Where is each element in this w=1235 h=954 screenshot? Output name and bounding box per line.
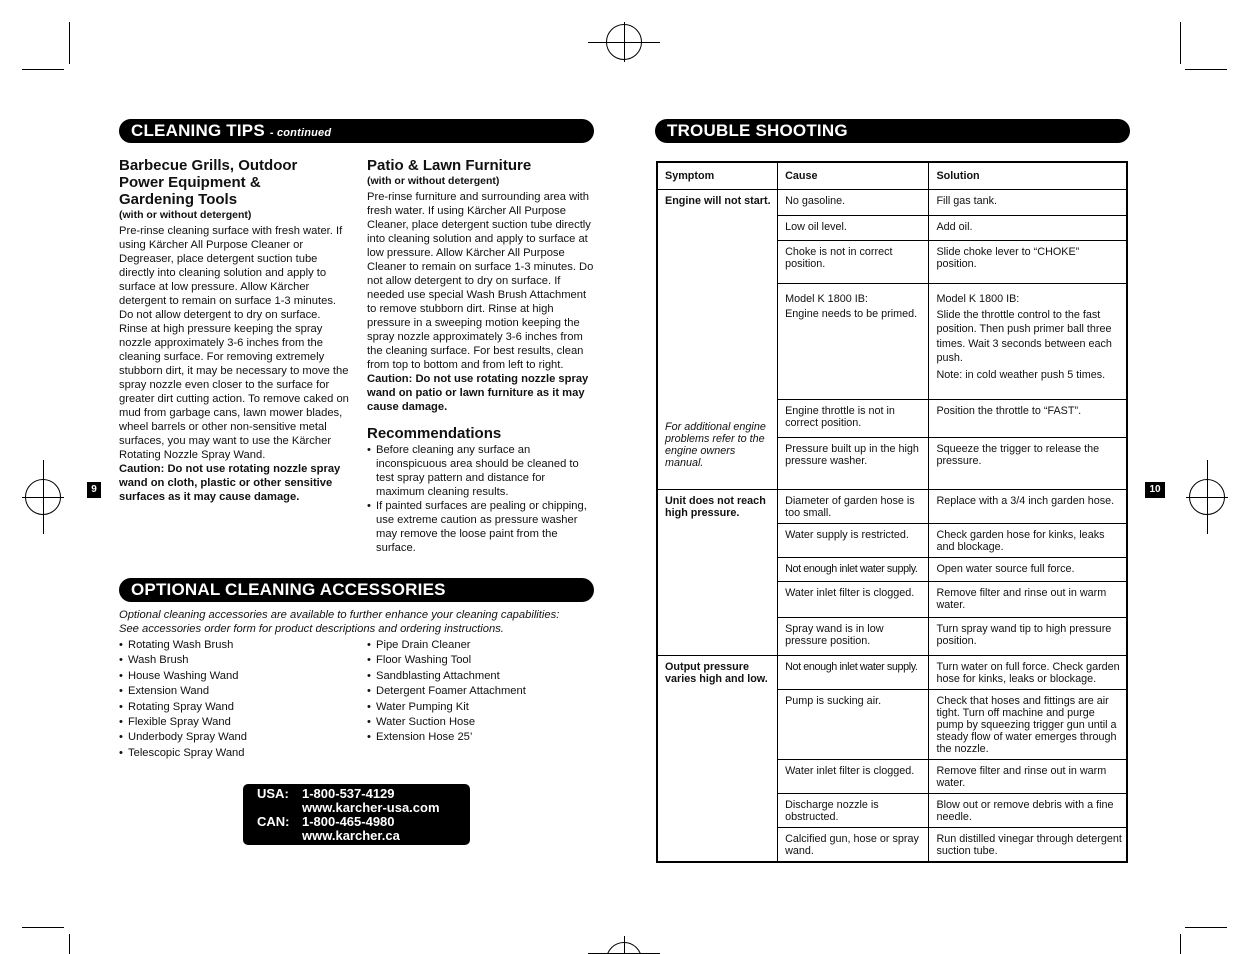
cause-cell: Spray wand is in low pressure position.	[778, 617, 929, 655]
cause-cell: Not enough inlet water supply.	[778, 655, 929, 689]
solution-cell: Add oil.	[929, 215, 1127, 240]
cause-cell: Diameter of garden hose is too small.	[778, 489, 929, 523]
patio-caution: Caution: Do not use rotating nozzle spray wand on patio or lawn furniture as it may cause damage.	[367, 373, 589, 413]
bbq-caution: Caution: Do not use rotating nozzle spray wand on cloth, plastic or other sensitive surfaces as it may cause damage.	[119, 463, 341, 503]
contact-can-phone: 1-800-465-4980	[302, 814, 395, 829]
banner-suffix: - continued	[269, 127, 332, 139]
recommendations-heading: Recommendations	[367, 425, 502, 442]
solution-cell	[929, 283, 1127, 399]
table-header-row	[657, 162, 1127, 189]
accessories-banner: OPTIONAL CLEANING ACCESSORIES	[119, 578, 594, 602]
bbq-heading: Barbecue Grills, Outdoor Power Equipment & Gardening Tools	[119, 157, 298, 208]
list-item: • Sandblasting Attachment	[367, 669, 597, 684]
cause-cell: Choke is not in correct position.	[778, 240, 929, 283]
cause-cell: No gasoline.	[778, 189, 929, 215]
table-row	[657, 655, 1127, 689]
cause-cell: Engine throttle is not in correct position.	[778, 399, 929, 437]
list-item: • Rotating Spray Wand	[119, 700, 359, 715]
solution-cell: Remove filter and rinse out in warm water.	[929, 581, 1127, 617]
solution-cell: Replace with a 3/4 inch garden hose.	[929, 489, 1127, 523]
header-solution: Solution	[929, 162, 1127, 189]
solution-text: Slide the throttle control to the fast position. Then push primer ball three times. Wait 3 seconds between each push.	[936, 308, 1112, 364]
cause-cell	[778, 283, 929, 399]
cause-cell: Water inlet filter is clogged.	[778, 581, 929, 617]
contact-can-label: CAN:	[257, 814, 290, 829]
list-item: • Pipe Drain Cleaner	[367, 638, 597, 653]
list-item: • If painted surfaces are pealing or chipping, use extreme caution as pressure washer may remove the loose paint from the surface.	[367, 499, 595, 555]
accessories-intro	[119, 608, 599, 636]
patio-heading: Patio & Lawn Furniture	[367, 157, 532, 174]
solution-cell: Fill gas tank.	[929, 189, 1127, 215]
crop-mark	[22, 927, 64, 928]
crop-mark	[1185, 69, 1227, 70]
symptom-cell: Engine will not start.	[657, 189, 778, 399]
list-item: • Detergent Foamer Attachment	[367, 684, 597, 699]
solution-cell: Remove filter and rinse out in warm water.	[929, 759, 1127, 793]
bbq-section	[119, 157, 349, 504]
cause-cell: Pressure built up in the high pressure washer.	[778, 437, 929, 489]
symptom-cell: Output pressure varies high and low.	[657, 655, 778, 862]
cause-cell: Not enough inlet water supply.	[778, 557, 929, 581]
list-item: • House Washing Wand	[119, 669, 359, 684]
accessories-intro-line: See accessories order form for product descriptions and ordering instructions.	[119, 623, 504, 635]
cause-cell: Water supply is restricted.	[778, 523, 929, 557]
solution-note: Note: in cold weather push 5 times.	[936, 368, 1106, 381]
troubleshooting-table	[656, 161, 1128, 863]
banner-title: CLEANING TIPS	[131, 121, 265, 140]
accessories-list-2	[367, 638, 597, 746]
contact-usa-label: USA:	[257, 786, 289, 801]
crop-mark	[69, 22, 70, 64]
list-item: • Flexible Spray Wand	[119, 715, 359, 730]
table-row	[657, 399, 1127, 437]
patio-body: Pre-rinse furniture and surrounding area with fresh water. If using Kärcher All Purpose Cleaner, place detergent suction tube directly into cleaning solution and apply to surface at low pressure. Allow Kärcher All Purpose Cleaner to remain on surface 1-3 minutes. Do not allow detergent to dry on surface. If needed use special Wash Brush Attachment to remove stubborn dirt. Rinse at high pressure in a sweeping motion keeping the spray nozzle approximately 3-6 inches from the cleaning surface. For best results, clean from top to bottom and from left to right.	[367, 191, 594, 371]
cause-cell: Water inlet filter is clogged.	[778, 759, 929, 793]
list-item: • Telescopic Spray Wand	[119, 746, 359, 761]
accessories-list-1	[119, 638, 359, 761]
patio-subheading: (with or without detergent)	[367, 175, 500, 187]
solution-cell: Blow out or remove debris with a fine needle.	[929, 793, 1127, 827]
table-row	[657, 489, 1127, 523]
contact-box	[243, 784, 470, 845]
page-number-left: 9	[87, 482, 101, 498]
solution-cell: Turn water on full force. Check garden hose for kinks, leaks or blockage.	[929, 655, 1127, 689]
solution-cell: Position the throttle to “FAST”.	[929, 399, 1127, 437]
recommendations-list	[367, 443, 595, 555]
list-item: • Rotating Wash Brush	[119, 638, 359, 653]
solution-cell: Run distilled vinegar through detergent suction tube.	[929, 827, 1127, 862]
symptom-note: For additional engine problems refer to the engine owners manual.	[657, 399, 778, 489]
recommendations-section	[367, 425, 595, 555]
cause-text: Engine needs to be primed.	[785, 307, 918, 320]
list-item: • Underbody Spray Wand	[119, 730, 359, 745]
patio-section	[367, 157, 595, 414]
crop-mark	[1180, 934, 1181, 954]
list-item: • Extension Wand	[119, 684, 359, 699]
bbq-body: Pre-rinse cleaning surface with fresh water. If using Kärcher All Purpose Cleaner or Degreaser, place detergent suction tube directly into cleaning solution and apply to surface at low pressure. Allow Kärcher detergent to remain on surface 1-3 minutes. Do not allow detergent to dry on surface. Rinse at high pressure keeping the spray nozzle approximately 3-6 inches from the cleaning surface. For removing extremely stubborn dirt, it may be necessary to move the spray nozzle even closer to the surface for greater dirt cutting action. To remove caked on mud from garbage cans, lawn mower blades, wheel barrels or other non-sensitive metal surfaces, you may want to use the Kärcher Rotating Nozzle Spray Wand.	[119, 225, 349, 461]
list-item: • Extension Hose 25’	[367, 730, 597, 745]
solution-cell: Check that hoses and fittings are air tight. Turn off machine and purge pump by squeezing trigger gun until a steady flow of water emerges through the nozzle.	[929, 689, 1127, 759]
table-row	[657, 189, 1127, 215]
header-symptom: Symptom	[657, 162, 778, 189]
header-cause: Cause	[778, 162, 929, 189]
list-item: • Wash Brush	[119, 653, 359, 668]
cause-cell: Low oil level.	[778, 215, 929, 240]
list-item: • Water Suction Hose	[367, 715, 597, 730]
contact-usa-phone: 1-800-537-4129	[302, 786, 395, 801]
contact-can-web: www.karcher.ca	[302, 828, 400, 843]
page-number-right: 10	[1145, 482, 1165, 498]
cause-model: Model K 1800 IB:	[785, 292, 868, 305]
solution-cell: Slide choke lever to “CHOKE” position.	[929, 240, 1127, 283]
crop-mark	[69, 934, 70, 954]
crop-mark	[1180, 22, 1181, 64]
solution-cell: Check garden hose for kinks, leaks and blockage.	[929, 523, 1127, 557]
solution-cell: Turn spray wand tip to high pressure position.	[929, 617, 1127, 655]
list-item: • Floor Washing Tool	[367, 653, 597, 668]
symptom-cell: Unit does not reach high pressure.	[657, 489, 778, 655]
cause-cell: Calcified gun, hose or spray wand.	[778, 827, 929, 862]
contact-usa-web: www.karcher-usa.com	[302, 800, 440, 815]
bbq-subheading: (with or without detergent)	[119, 209, 252, 221]
solution-model: Model K 1800 IB:	[936, 292, 1020, 305]
accessories-intro-line: Optional cleaning accessories are available to further enhance your cleaning capabilities:	[119, 609, 560, 621]
trouble-shooting-banner: TROUBLE SHOOTING	[655, 119, 1130, 143]
list-item: • Water Pumping Kit	[367, 700, 597, 715]
crop-mark	[1185, 927, 1227, 928]
cause-cell: Pump is sucking air.	[778, 689, 929, 759]
crop-mark	[22, 69, 64, 70]
solution-cell: Open water source full force.	[929, 557, 1127, 581]
cause-cell: Discharge nozzle is obstructed.	[778, 793, 929, 827]
solution-cell: Squeeze the trigger to release the pressure.	[929, 437, 1127, 489]
list-item: • Before cleaning any surface an inconspicuous area should be cleaned to test spray pattern and distance for maximum cleaning results.	[367, 443, 595, 499]
cleaning-tips-banner	[119, 119, 594, 143]
